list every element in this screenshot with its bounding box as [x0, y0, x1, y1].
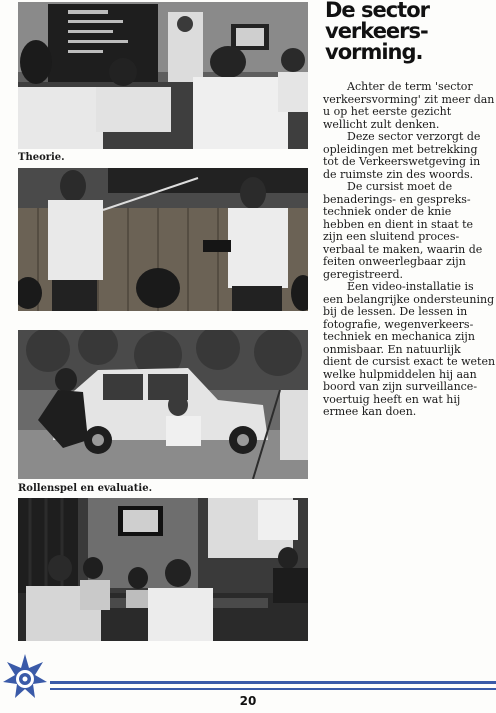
article-body-line: zijn een sluitend proces- [323, 230, 460, 243]
article-body-line: verkeersvorming' zit meer dan [323, 92, 495, 106]
article-body-line: Een video-installatie is [347, 280, 474, 293]
article-body [323, 80, 496, 419]
article-body-line: de ruimste zin des woords. [323, 167, 474, 181]
article-title-line: verkeers- [325, 19, 428, 43]
photo-theory-classroom [18, 2, 308, 149]
article-title-line: De sector [325, 0, 429, 22]
article-body-line: dient de cursist exact te weten [323, 355, 496, 368]
footer-rule [50, 681, 496, 684]
article-body-line: tot de Verkeerswetgeving in [323, 155, 481, 168]
article-body-line: feiten onweerlegbaar zijn [323, 255, 466, 268]
photo-caption-theory: Theorie. [18, 152, 65, 163]
article-body-line: wellicht zult denken. [323, 117, 440, 131]
article-body-line: voertuig heeft en wat hij [323, 392, 461, 406]
article-body-line: techniek en mechanica zijn [323, 330, 475, 343]
article-title [325, 0, 490, 63]
photo-caption-roleplay: Rollenspel en evaluatie. [18, 483, 153, 494]
article-body-line: Achter de term 'sector [347, 80, 473, 93]
article-body-line: benaderings- en gespreks- [323, 192, 471, 206]
article-body-line: geregistreerd. [323, 267, 404, 281]
article-body-line: opleidingen met betrekking [323, 142, 478, 156]
article-body-line: fotografie, wegenverkeers- [323, 317, 474, 331]
article-body-line: een belangrijke ondersteuning [323, 292, 495, 306]
article-body-line: boord van zijn surveillance- [323, 380, 478, 393]
article-body-line: bij de lessen. De lessen in [323, 305, 468, 318]
article-body-line: techniek onder de knie [323, 205, 452, 218]
footer-rule-thin [50, 688, 496, 690]
article-body-line: hebben en dient in staat te [323, 217, 474, 231]
article-body-line: De cursist moet de [347, 180, 453, 193]
article-title-line: vorming. [325, 40, 423, 64]
photo-instructor-lesson [18, 168, 308, 311]
article-body-line: verbaal te maken, waarin de [323, 242, 483, 256]
photo-video-evaluation [18, 498, 308, 641]
article-body-line: onmisbaar. En natuurlijk [323, 342, 461, 356]
page-number: 20 [239, 694, 257, 708]
article-body-line: ermee kan doen. [323, 405, 417, 418]
article-body-line: Deze sector verzorgt de [347, 130, 481, 143]
photo-roleplay-car [18, 330, 308, 479]
article-body-line: u op het eerste gezicht [323, 105, 452, 118]
article-body-line: welke hulpmiddelen hij aan [323, 367, 477, 381]
